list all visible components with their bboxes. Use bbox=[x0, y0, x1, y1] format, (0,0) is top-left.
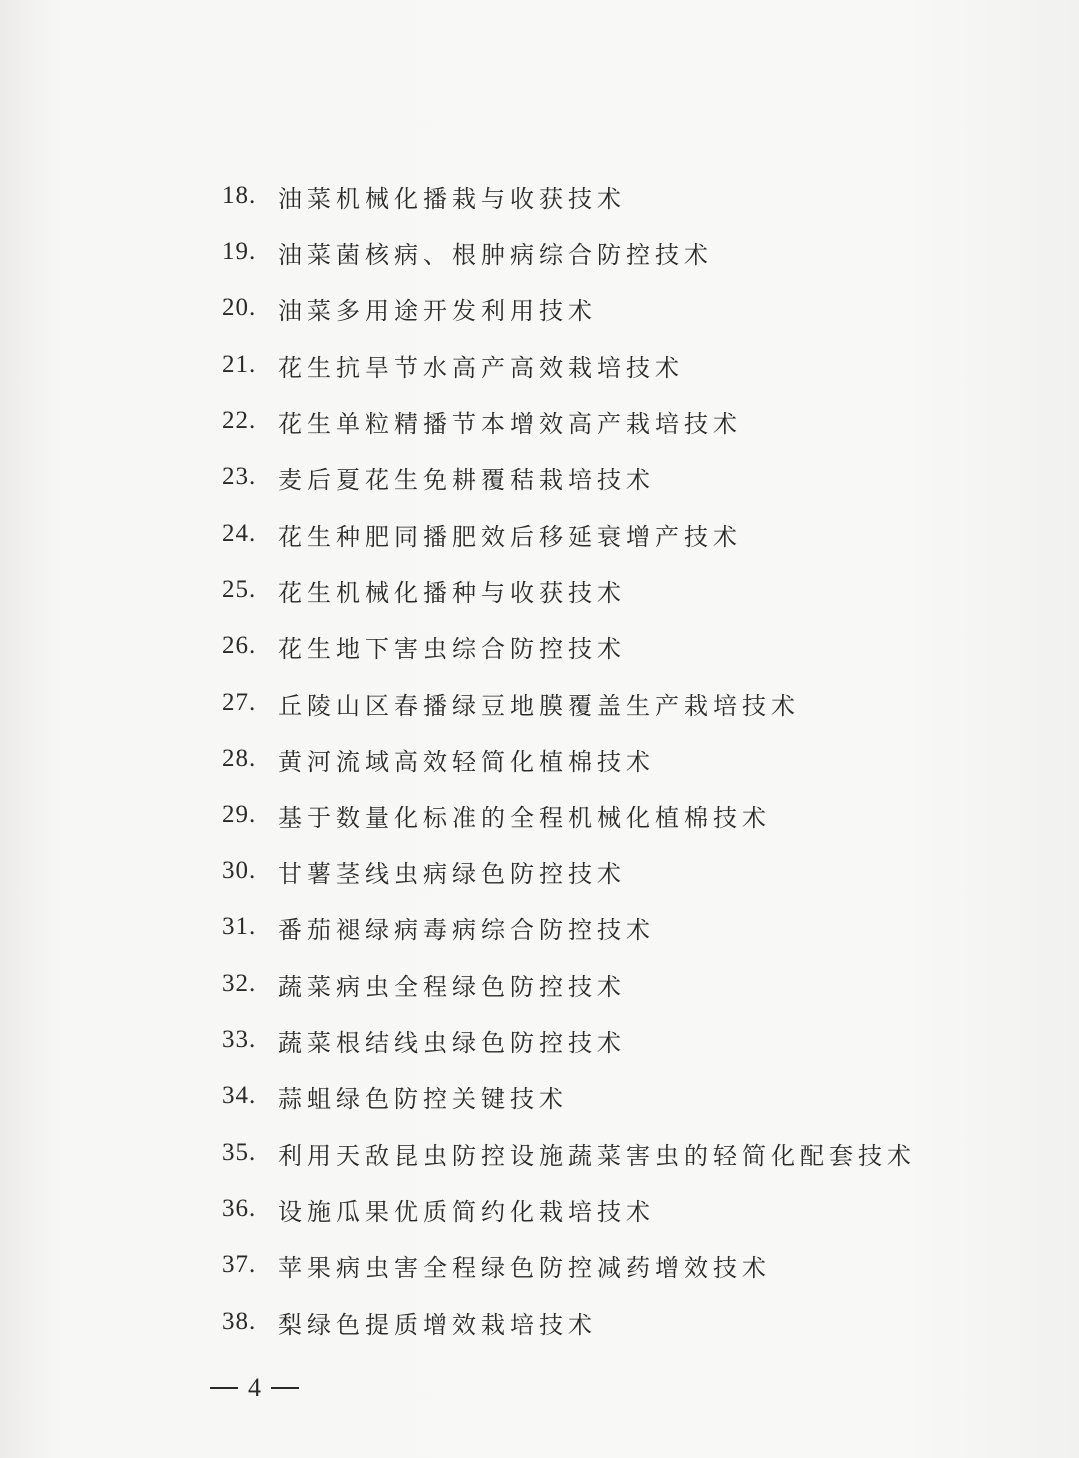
page-number: 4 bbox=[248, 1373, 261, 1402]
list-item bbox=[222, 1245, 771, 1285]
list-item bbox=[222, 1189, 655, 1229]
item-text: 丘陵山区春播绿豆地膜覆盖生产栽培技术 bbox=[278, 691, 800, 720]
item-text: 梨绿色提质增效栽培技术 bbox=[278, 1310, 597, 1339]
item-number: 33. bbox=[222, 1026, 257, 1053]
item-text: 油菜菌核病、根肿病综合防控技术 bbox=[278, 240, 713, 269]
list-item bbox=[222, 1133, 916, 1173]
list-item bbox=[222, 907, 655, 947]
right-dash bbox=[271, 1387, 299, 1389]
item-text: 油菜多用途开发利用技术 bbox=[278, 296, 597, 325]
item-text: 花生种肥同播肥效后移延衰增产技术 bbox=[278, 522, 742, 551]
item-number: 31. bbox=[222, 913, 257, 940]
item-number: 20. bbox=[222, 294, 257, 321]
list-item bbox=[222, 401, 742, 441]
item-number: 24. bbox=[222, 520, 257, 547]
list-item bbox=[222, 1020, 626, 1060]
item-number: 37. bbox=[222, 1251, 257, 1278]
item-text: 蔬菜病虫全程绿色防控技术 bbox=[278, 972, 626, 1001]
item-number: 22. bbox=[222, 407, 257, 434]
page-footer bbox=[200, 1368, 309, 1408]
item-number: 27. bbox=[222, 689, 257, 716]
item-text: 花生地下害虫综合防控技术 bbox=[278, 634, 626, 663]
item-text: 甘薯茎线虫病绿色防控技术 bbox=[278, 859, 626, 888]
item-number: 25. bbox=[222, 576, 257, 603]
item-text: 番茄褪绿病毒病综合防控技术 bbox=[278, 915, 655, 944]
item-text: 蔬菜根结线虫绿色防控技术 bbox=[278, 1028, 626, 1057]
list-item bbox=[222, 1302, 597, 1342]
item-text: 花生单粒精播节本增效高产栽培技术 bbox=[278, 409, 742, 438]
list-item bbox=[222, 514, 742, 554]
item-text: 油菜机械化播栽与收获技术 bbox=[278, 184, 626, 213]
list-item bbox=[222, 288, 597, 328]
list-item bbox=[222, 795, 771, 835]
item-number: 36. bbox=[222, 1195, 257, 1222]
item-number: 29. bbox=[222, 801, 257, 828]
item-number: 34. bbox=[222, 1082, 257, 1109]
list-item bbox=[222, 345, 684, 385]
item-number: 32. bbox=[222, 970, 257, 997]
list-item bbox=[222, 964, 626, 1004]
item-number: 26. bbox=[222, 632, 257, 659]
item-number: 18. bbox=[222, 182, 257, 209]
list-item bbox=[222, 683, 800, 723]
item-number: 21. bbox=[222, 351, 257, 378]
item-number: 38. bbox=[222, 1308, 257, 1335]
item-number: 23. bbox=[222, 463, 257, 490]
item-number: 28. bbox=[222, 745, 257, 772]
item-text: 花生抗旱节水高产高效栽培技术 bbox=[278, 353, 684, 382]
list-item bbox=[222, 851, 626, 891]
item-number: 30. bbox=[222, 857, 257, 884]
item-text: 黄河流域高效轻简化植棉技术 bbox=[278, 747, 655, 776]
item-text: 利用天敌昆虫防控设施蔬菜害虫的轻简化配套技术 bbox=[278, 1141, 916, 1170]
list-item bbox=[222, 626, 626, 666]
list-item bbox=[222, 570, 626, 610]
list-item bbox=[222, 176, 626, 216]
item-text: 蒜蛆绿色防控关键技术 bbox=[278, 1084, 568, 1113]
item-text: 苹果病虫害全程绿色防控减药增效技术 bbox=[278, 1253, 771, 1282]
item-number: 35. bbox=[222, 1139, 257, 1166]
item-text: 麦后夏花生免耕覆秸栽培技术 bbox=[278, 465, 655, 494]
left-dash bbox=[210, 1387, 238, 1389]
item-text: 设施瓜果优质简约化栽培技术 bbox=[278, 1197, 655, 1226]
list-item bbox=[222, 1076, 568, 1116]
list-item bbox=[222, 457, 655, 497]
item-text: 花生机械化播种与收获技术 bbox=[278, 578, 626, 607]
list-item bbox=[222, 739, 655, 779]
item-text: 基于数量化标准的全程机械化植棉技术 bbox=[278, 803, 771, 832]
item-number: 19. bbox=[222, 238, 257, 265]
list-item bbox=[222, 232, 713, 272]
